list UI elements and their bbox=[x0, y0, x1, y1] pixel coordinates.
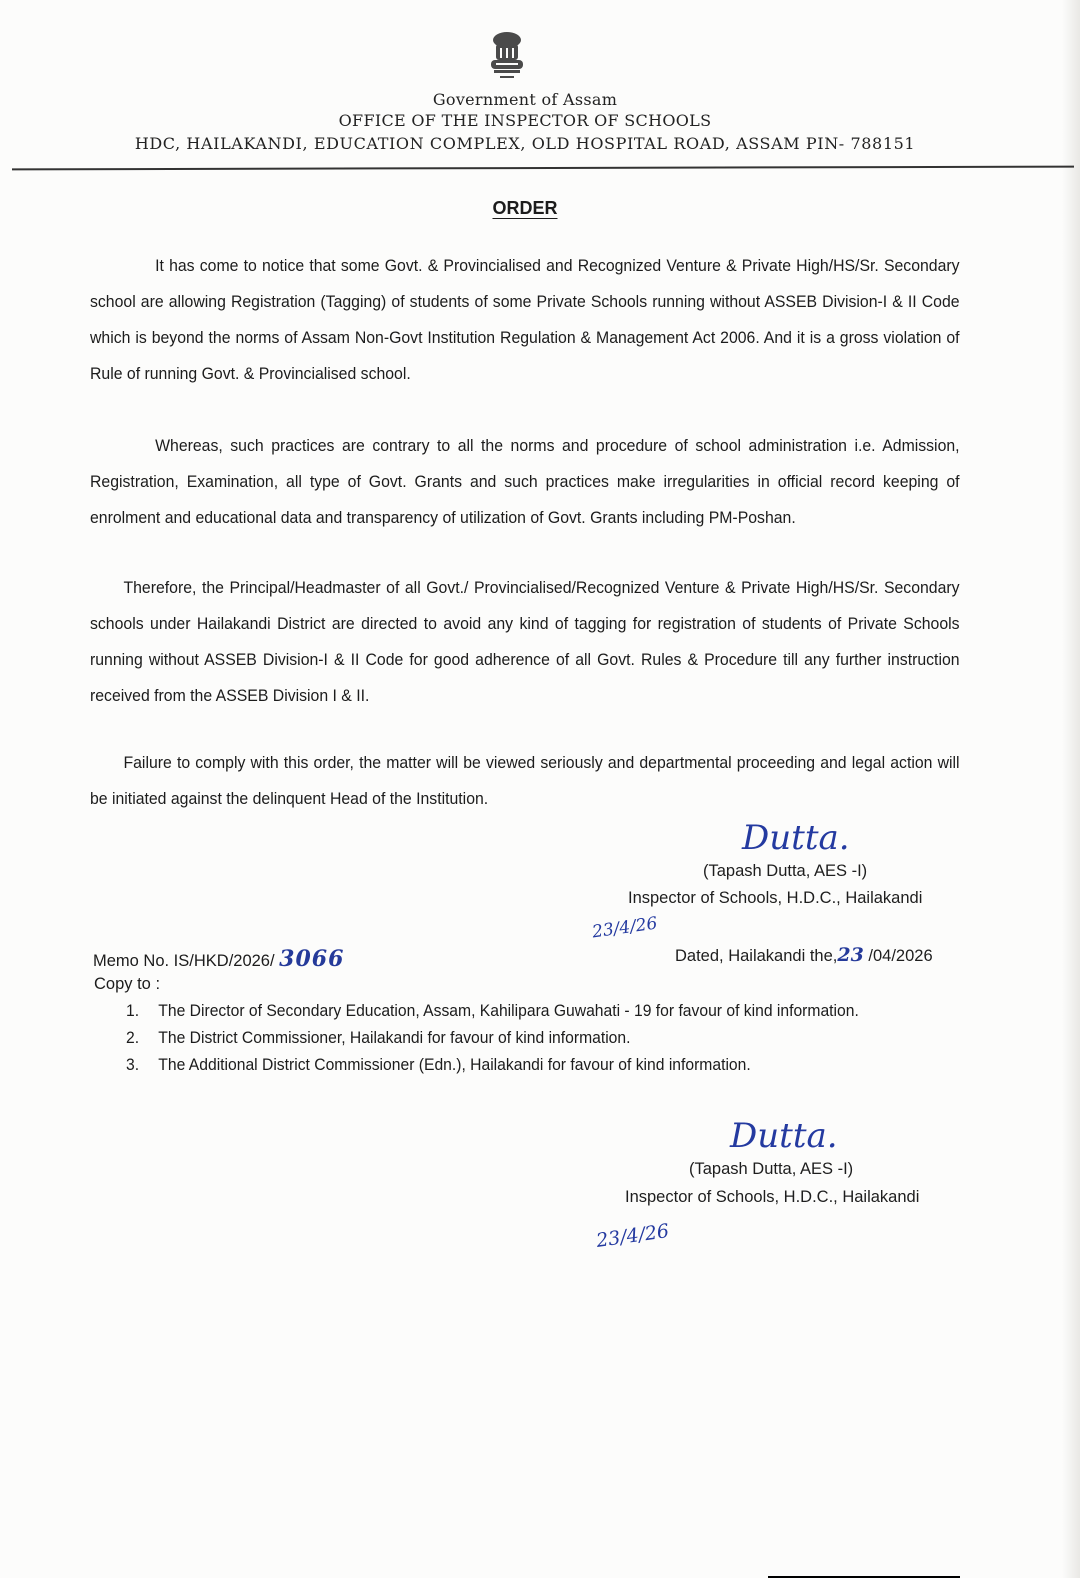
scan-edge bbox=[1062, 0, 1080, 1578]
paragraph-2-text: Whereas, such practices are contrary to all the norms and procedure of school administration i.e. Admission, Registration, Examination, all type of Govt. Grants and such practices make irregularities in official record keeping of enrolment and educational data and transparency of utilization of Govt. Grants including PM-Poshan. bbox=[90, 436, 960, 527]
dated-day-handwritten: 23 bbox=[837, 944, 864, 966]
header-divider bbox=[12, 166, 1074, 171]
signature-scribble-2: Dutta. bbox=[730, 1116, 838, 1156]
item-text: The District Commissioner, Hailakandi for favour of kind information. bbox=[158, 1029, 631, 1047]
memo-number bbox=[93, 946, 344, 972]
copy-to-list bbox=[126, 998, 859, 1079]
item-number: 2. bbox=[126, 1029, 140, 1047]
header-address: HDC, HAILAKANDI, EDUCATION COMPLEX, OLD HOSPITAL ROAD, ASSAM PIN- 788151 bbox=[134, 134, 916, 153]
memo-handwritten-number: 3066 bbox=[279, 946, 345, 972]
header-government: Government of Assam bbox=[432, 90, 618, 109]
copy-to-item bbox=[126, 998, 859, 1025]
copy-to-item bbox=[126, 1052, 859, 1079]
item-number: 1. bbox=[126, 1002, 140, 1020]
signatory-name-2: (Tapash Dutta, AES -I) bbox=[689, 1160, 854, 1178]
signatory-designation-1: Inspector of Schools, H.D.C., Hailakandi bbox=[628, 889, 923, 907]
item-text: The Director of Secondary Education, Assam, Kahilipara Guwahati - 19 for favour of kind information. bbox=[158, 1002, 859, 1020]
paragraph-4 bbox=[90, 745, 960, 817]
paragraph-1-text: It has come to notice that some Govt. & Provincialised and Recognized Venture & Private High/HS/Sr. Secondary school are allowing Registration (Tagging) of students of some Private Schools running without ASSEB Division-I & II Code which is beyond the norms of Assam Non-Govt Institution Regulation & Management Act 2006. And it is a gross violation of Rule of running Govt. & Provincialised school. bbox=[90, 256, 960, 383]
document-title: ORDER bbox=[492, 198, 558, 218]
paragraph-3 bbox=[90, 570, 960, 714]
item-number: 3. bbox=[126, 1056, 140, 1074]
initial-date-1: 23/4/26 bbox=[590, 913, 659, 943]
dated-line bbox=[675, 944, 933, 966]
dated-suffix: /04/2026 bbox=[863, 947, 933, 965]
memo-prefix: Memo No. IS/HKD/2026/ bbox=[93, 952, 280, 970]
paragraph-1 bbox=[90, 248, 960, 392]
copy-to-item bbox=[126, 1025, 859, 1052]
dated-prefix: Dated, Hailakandi the, bbox=[675, 947, 838, 965]
signatory-name-1: (Tapash Dutta, AES -I) bbox=[703, 862, 868, 880]
item-text: The Additional District Commissioner (Edn.), Hailakandi for favour of kind information. bbox=[158, 1056, 751, 1074]
initial-date-2: 23/4/26 bbox=[594, 1220, 671, 1252]
signatory-designation-2: Inspector of Schools, H.D.C., Hailakandi bbox=[625, 1188, 920, 1206]
paragraph-4-text: Failure to comply with this order, the matter will be viewed seriously and departmental proceeding and legal action will be initiated against the delinquent Head of the Institution. bbox=[90, 753, 960, 808]
copy-to-label: Copy to : bbox=[94, 975, 161, 993]
paragraph-2 bbox=[90, 428, 960, 536]
state-emblem-icon bbox=[478, 30, 536, 82]
paragraph-3-text: Therefore, the Principal/Headmaster of all Govt./ Provincialised/Recognized Venture & Private High/HS/Sr. Secondary schools under Hailakandi District are directed to avoid any kind of tagging for registration of students of Private Schools running without ASSEB Division-I & II Code for good adherence of all Govt. Rules & Procedure till any further instruction received from the ASSEB Division I & II. bbox=[90, 578, 960, 705]
signature-scribble-1: Dutta. bbox=[742, 818, 850, 858]
header-office: OFFICE OF THE INSPECTOR OF SCHOOLS bbox=[338, 111, 712, 130]
